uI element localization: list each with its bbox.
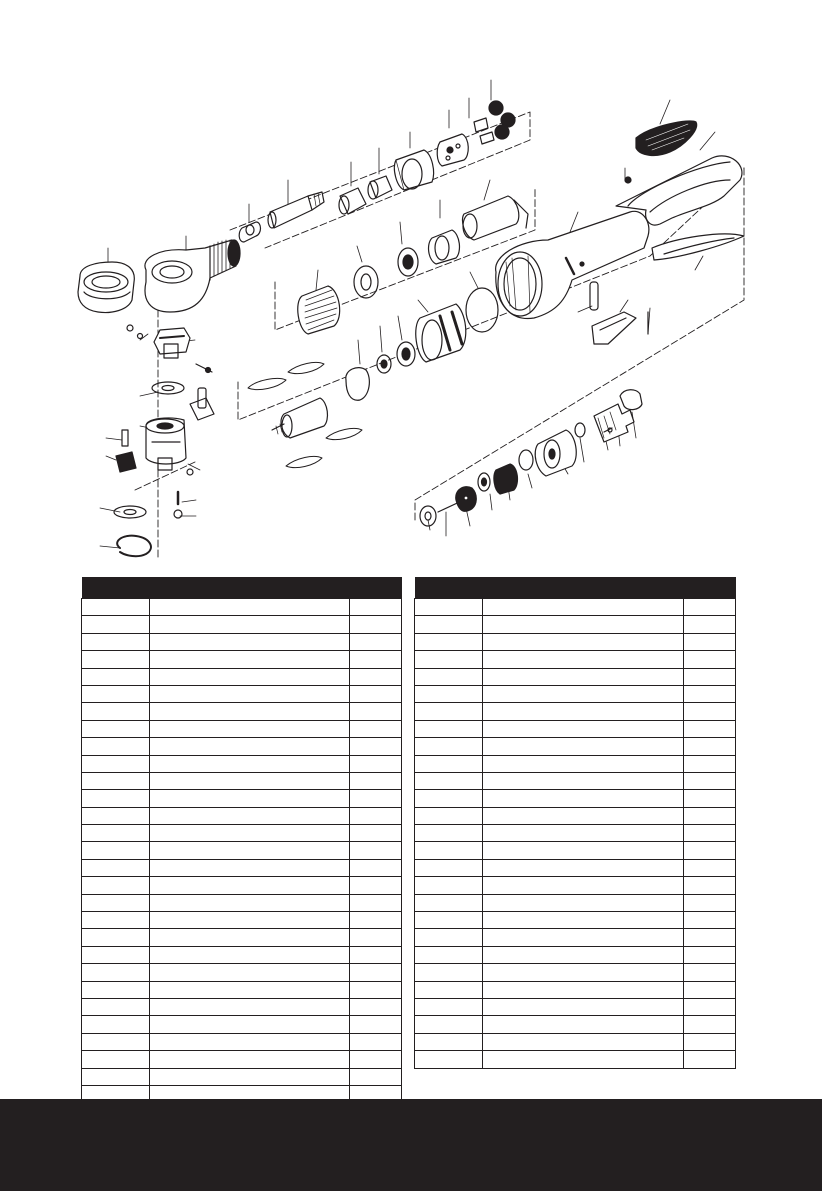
description-cell <box>483 894 684 911</box>
ratchet-head-housing <box>145 240 240 312</box>
table-row <box>82 1068 402 1085</box>
part-number-cell <box>415 755 483 772</box>
part-number-cell <box>82 1068 150 1085</box>
parts-list-table-left <box>81 577 402 1103</box>
table-row <box>82 616 402 633</box>
part-number-cell <box>82 1051 150 1068</box>
regulator-disc <box>456 487 477 512</box>
description-cell <box>150 842 350 859</box>
quantity-cell <box>350 1033 402 1050</box>
part-number-cell <box>82 894 150 911</box>
table-row <box>415 964 736 981</box>
description-cell <box>483 738 684 755</box>
quantity-cell <box>350 599 402 616</box>
part-number-cell <box>82 651 150 668</box>
table-row <box>82 842 402 859</box>
part-number-cell <box>82 912 150 929</box>
table-row <box>415 859 736 876</box>
part-number-cell <box>82 877 150 894</box>
table-row <box>82 894 402 911</box>
table-row <box>415 981 736 998</box>
part-number-cell <box>82 981 150 998</box>
description-cell <box>483 685 684 702</box>
table-header-row <box>415 577 736 599</box>
description-cell <box>150 685 350 702</box>
description-cell <box>483 668 684 685</box>
table-row <box>415 929 736 946</box>
table-row <box>82 755 402 772</box>
part-number-cell <box>415 1016 483 1033</box>
air-inlet-fitting <box>594 390 642 442</box>
part-number-cell <box>82 1033 150 1050</box>
table-row <box>82 1016 402 1033</box>
table-row <box>415 1016 736 1033</box>
part-number-cell <box>415 946 483 963</box>
description-cell <box>150 616 350 633</box>
part-number-cell <box>415 616 483 633</box>
description-cell <box>150 720 350 737</box>
description-cell <box>150 1033 350 1050</box>
ratchet-washer-top <box>152 382 184 394</box>
description-cell <box>483 964 684 981</box>
ratchet-lower-washer-and-clip <box>114 506 151 556</box>
table-row <box>82 859 402 876</box>
sleeve-bearing-2 <box>368 176 392 199</box>
planet-carrier <box>437 118 494 166</box>
o-ring <box>519 450 533 470</box>
quantity-cell <box>684 894 736 911</box>
description-cell <box>150 981 350 998</box>
table-row <box>415 894 736 911</box>
quantity-cell <box>350 912 402 929</box>
part-number-cell <box>415 964 483 981</box>
column-header-qty <box>684 577 736 599</box>
inlet-o-ring <box>575 423 585 437</box>
quantity-cell <box>684 998 736 1015</box>
table-header-row <box>82 577 402 599</box>
part-number-cell <box>415 651 483 668</box>
table-row <box>82 720 402 737</box>
quantity-cell <box>684 599 736 616</box>
table-body-left <box>82 599 402 1103</box>
part-number-cell <box>82 1016 150 1033</box>
table-row <box>82 825 402 842</box>
description-cell <box>483 842 684 859</box>
description-cell <box>150 912 350 929</box>
part-number-cell <box>415 981 483 998</box>
quantity-cell <box>350 877 402 894</box>
valve-bushing <box>494 464 518 494</box>
quantity-cell <box>684 790 736 807</box>
table-row <box>415 842 736 859</box>
table-body-right <box>415 599 736 1069</box>
description-cell <box>150 946 350 963</box>
quantity-cell <box>684 1016 736 1033</box>
description-cell <box>483 616 684 633</box>
part-number-cell <box>82 807 150 824</box>
part-number-cell <box>415 842 483 859</box>
table-row <box>82 912 402 929</box>
table-row <box>82 807 402 824</box>
quantity-cell <box>350 720 402 737</box>
cylinder <box>462 196 528 240</box>
description-cell <box>150 738 350 755</box>
table-row <box>415 998 736 1015</box>
description-cell <box>150 668 350 685</box>
motor-shim <box>354 266 378 298</box>
description-cell <box>150 703 350 720</box>
part-number-cell <box>415 668 483 685</box>
description-cell <box>150 1051 350 1068</box>
motor-housing-ring <box>466 288 498 332</box>
table-row <box>415 912 736 929</box>
column-header-no <box>82 577 150 599</box>
part-number-cell <box>82 599 150 616</box>
part-number-cell <box>82 790 150 807</box>
table-row <box>82 790 402 807</box>
part-number-cell <box>415 912 483 929</box>
table-row <box>415 720 736 737</box>
quantity-cell <box>350 633 402 650</box>
quantity-cell <box>684 964 736 981</box>
part-number-cell <box>415 859 483 876</box>
quantity-cell <box>350 825 402 842</box>
table-row <box>415 738 736 755</box>
quantity-cell <box>684 946 736 963</box>
quantity-cell <box>350 685 402 702</box>
part-number-cell <box>415 599 483 616</box>
quantity-cell <box>684 703 736 720</box>
part-number-cell <box>82 842 150 859</box>
part-number-cell <box>415 1051 483 1068</box>
description-cell <box>150 755 350 772</box>
part-number-cell <box>82 685 150 702</box>
table-row <box>415 685 736 702</box>
description-cell <box>483 929 684 946</box>
quantity-cell <box>350 772 402 789</box>
ratchet-pawl-assembly <box>127 325 212 373</box>
grip-pad <box>636 121 697 156</box>
description-cell <box>150 651 350 668</box>
quantity-cell <box>350 1016 402 1033</box>
front-bearing <box>398 248 418 276</box>
table-row <box>82 1033 402 1050</box>
description-cell <box>150 894 350 911</box>
part-number-cell <box>82 633 150 650</box>
quantity-cell <box>684 755 736 772</box>
sleeve-bearing-1 <box>339 188 366 214</box>
quantity-cell <box>350 929 402 946</box>
table-row <box>82 633 402 650</box>
quantity-cell <box>684 651 736 668</box>
description-cell <box>150 877 350 894</box>
throttle-lever <box>652 234 744 260</box>
quantity-cell <box>684 668 736 685</box>
description-cell <box>150 929 350 946</box>
table-row <box>415 633 736 650</box>
table-row <box>82 703 402 720</box>
valve-seat <box>478 473 490 491</box>
part-number-cell <box>415 738 483 755</box>
description-cell <box>150 790 350 807</box>
table-row <box>415 1033 736 1050</box>
description-cell <box>483 772 684 789</box>
table-row <box>415 877 736 894</box>
quantity-cell <box>350 651 402 668</box>
part-number-cell <box>415 633 483 650</box>
quantity-cell <box>350 703 402 720</box>
description-cell <box>483 807 684 824</box>
quantity-cell <box>684 981 736 998</box>
part-number-cell <box>82 929 150 946</box>
part-number-cell <box>82 946 150 963</box>
quantity-cell <box>350 964 402 981</box>
table-row <box>415 1051 736 1068</box>
quantity-cell <box>684 1051 736 1068</box>
description-cell <box>150 772 350 789</box>
rear-bearing-and-plate <box>346 342 415 400</box>
quantity-cell <box>684 685 736 702</box>
ratchet-spring-and-ball <box>174 469 193 518</box>
table-row <box>415 946 736 963</box>
table-row <box>82 929 402 946</box>
exploded-parts-diagram <box>0 0 822 570</box>
part-number-cell <box>82 859 150 876</box>
clamp-nut <box>298 286 340 334</box>
description-cell <box>483 981 684 998</box>
quantity-cell <box>684 772 736 789</box>
table-row <box>415 668 736 685</box>
description-cell <box>483 1033 684 1050</box>
table-row <box>415 616 736 633</box>
quantity-cell <box>684 807 736 824</box>
quantity-cell <box>684 912 736 929</box>
part-number-cell <box>415 685 483 702</box>
description-cell <box>483 1051 684 1068</box>
table-row <box>82 964 402 981</box>
quantity-cell <box>350 738 402 755</box>
part-number-cell <box>415 790 483 807</box>
description-cell <box>150 599 350 616</box>
description-cell <box>483 877 684 894</box>
table-row <box>82 685 402 702</box>
description-cell <box>483 946 684 963</box>
description-cell <box>483 912 684 929</box>
part-number-cell <box>415 877 483 894</box>
table-row <box>415 651 736 668</box>
grip-screw <box>625 177 631 183</box>
quantity-cell <box>350 1051 402 1068</box>
table-row <box>82 772 402 789</box>
footer-bar <box>0 1099 822 1191</box>
front-end-plate <box>429 230 460 264</box>
table-row <box>82 998 402 1015</box>
part-number-cell <box>415 807 483 824</box>
quantity-cell <box>684 842 736 859</box>
quantity-cell <box>684 720 736 737</box>
drive-shaft <box>268 192 324 228</box>
part-number-cell <box>82 755 150 772</box>
ratchet-anvil <box>116 388 214 472</box>
column-header-description <box>150 577 350 599</box>
quantity-cell <box>350 981 402 998</box>
quantity-cell <box>684 1033 736 1050</box>
ring-gear <box>394 150 433 190</box>
part-number-cell <box>415 1033 483 1050</box>
table-row <box>82 738 402 755</box>
quantity-cell <box>684 877 736 894</box>
quantity-cell <box>684 738 736 755</box>
description-cell <box>150 1068 350 1085</box>
part-number-cell <box>415 720 483 737</box>
description-cell <box>150 807 350 824</box>
quantity-cell <box>350 842 402 859</box>
description-cell <box>150 825 350 842</box>
part-number-cell <box>82 964 150 981</box>
description-cell <box>483 599 684 616</box>
part-number-cell <box>82 616 150 633</box>
quantity-cell <box>350 859 402 876</box>
table-row <box>82 668 402 685</box>
part-number-cell <box>415 703 483 720</box>
quantity-cell <box>684 825 736 842</box>
description-cell <box>483 633 684 650</box>
air-inlet-body <box>535 430 576 476</box>
description-cell <box>150 964 350 981</box>
quantity-cell <box>350 998 402 1015</box>
part-number-cell <box>415 825 483 842</box>
table-row <box>415 825 736 842</box>
part-number-cell <box>415 772 483 789</box>
table-row <box>415 703 736 720</box>
ratchet-yoke-ring <box>78 262 134 313</box>
column-header-no <box>415 577 483 599</box>
table-row <box>82 877 402 894</box>
description-cell <box>483 998 684 1015</box>
part-number-cell <box>82 668 150 685</box>
description-cell <box>483 755 684 772</box>
part-number-cell <box>82 825 150 842</box>
motor-nut <box>416 304 466 362</box>
part-number-cell <box>82 720 150 737</box>
part-number-cell <box>82 772 150 789</box>
column-header-qty <box>350 577 402 599</box>
table-row <box>82 651 402 668</box>
quantity-cell <box>684 616 736 633</box>
column-header-description <box>483 577 684 599</box>
part-number-cell <box>82 703 150 720</box>
description-cell <box>483 825 684 842</box>
description-cell <box>483 790 684 807</box>
quantity-cell <box>350 1068 402 1085</box>
quantity-cell <box>684 859 736 876</box>
description-cell <box>483 1016 684 1033</box>
part-number-cell <box>415 998 483 1015</box>
table-row <box>415 807 736 824</box>
part-number-cell <box>415 929 483 946</box>
quantity-cell <box>350 946 402 963</box>
part-number-cell <box>82 738 150 755</box>
quantity-cell <box>350 668 402 685</box>
quantity-cell <box>350 807 402 824</box>
quantity-cell <box>350 755 402 772</box>
table-row <box>415 599 736 616</box>
table-row <box>82 599 402 616</box>
parts-list-table-right <box>414 577 736 1069</box>
description-cell <box>483 859 684 876</box>
description-cell <box>483 703 684 720</box>
quantity-cell <box>684 633 736 650</box>
description-cell <box>150 633 350 650</box>
description-cell <box>483 720 684 737</box>
description-cell <box>483 651 684 668</box>
table-row <box>82 946 402 963</box>
table-row <box>415 790 736 807</box>
table-row <box>415 772 736 789</box>
quantity-cell <box>350 616 402 633</box>
table-row <box>82 981 402 998</box>
part-number-cell <box>82 998 150 1015</box>
description-cell <box>150 998 350 1015</box>
throttle-trigger-and-pin <box>590 282 648 344</box>
rotor-shaft <box>272 398 327 438</box>
exhaust-washer <box>420 506 436 526</box>
description-cell <box>150 859 350 876</box>
description-cell <box>150 1016 350 1033</box>
table-row <box>415 755 736 772</box>
quantity-cell <box>684 929 736 946</box>
quantity-cell <box>350 894 402 911</box>
part-number-cell <box>415 894 483 911</box>
table-row <box>82 1051 402 1068</box>
quantity-cell <box>350 790 402 807</box>
